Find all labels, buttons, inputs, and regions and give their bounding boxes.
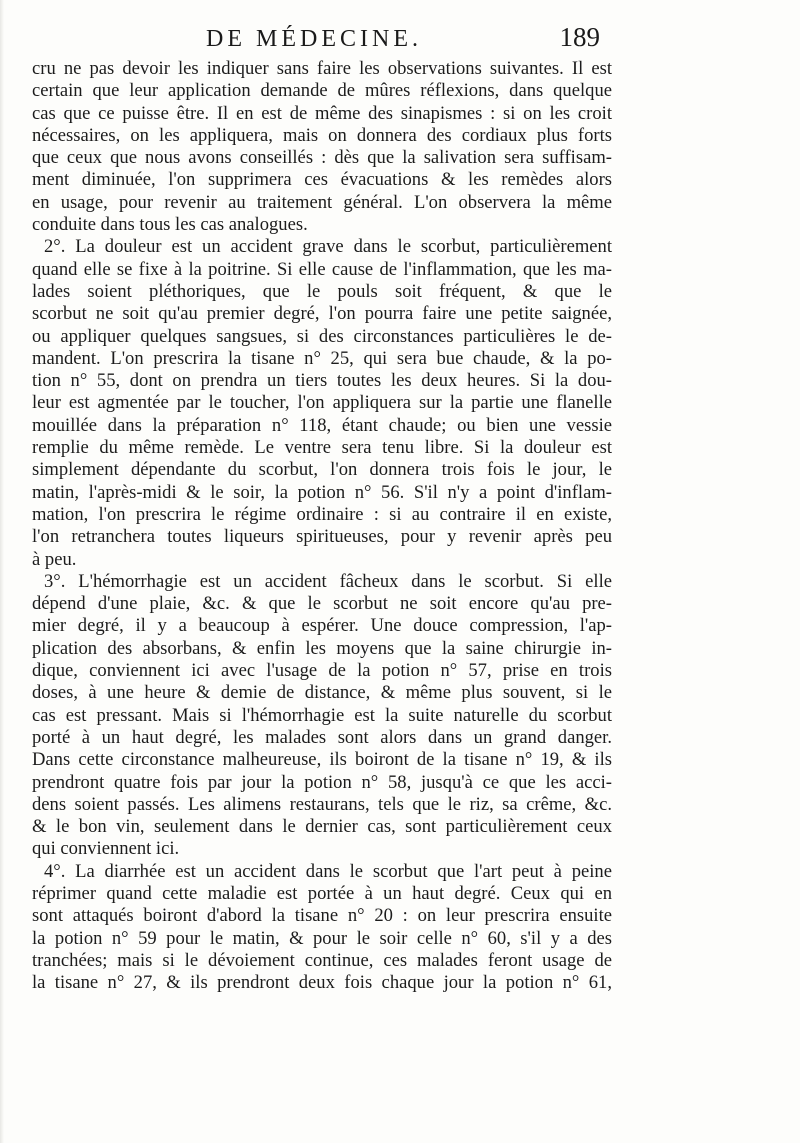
text-line: l'on retranchera toutes liqueurs spiritueuses, pour y revenir après peu <box>32 526 612 548</box>
page-number: 189 <box>559 22 600 52</box>
text-line: que ceux que nous avons conseillés : dès que la salivation sera suffisam- <box>32 147 612 169</box>
text-line: plication des absorbans, & enfin les moyens que la saine chirurgie in- <box>32 637 612 659</box>
text-line: porté à un haut degré, les malades sont alors dans un grand danger. <box>32 726 612 748</box>
text-line: doses, à une heure & demie de distance, & même plus souvent, si le <box>32 682 612 704</box>
text-line: cru ne pas devoir les indiquer sans faire les observations suivantes. Il est <box>32 58 612 79</box>
text-line: scorbut ne soit qu'au premier degré, l'on pourra faire une petite saignée, <box>32 303 612 325</box>
text-line: à peu. <box>32 548 77 570</box>
text-line: sont attaqués boiront d'abord la tisane n° 20 : on leur prescrira ensuite <box>32 905 612 927</box>
text-line: mier degré, il y a beaucoup à espérer. Une douce compression, l'ap- <box>32 615 612 637</box>
text-line: quand elle se fixe à la poitrine. Si elle cause de l'inflammation, que les ma- <box>32 258 612 280</box>
text-line: qui conviennent ici. <box>32 838 180 860</box>
text-line: la tisane n° 27, & ils prendront deux fois chaque jour la potion n° 61, <box>32 972 612 994</box>
text-line: tranchées; mais si le dévoiement continue, ces malades feront usage de <box>32 949 612 971</box>
text-line: en usage, pour revenir au traitement général. L'on observera la même <box>32 191 612 213</box>
text-line: réprimer quand cette maladie est portée à un haut degré. Ceux qui en <box>32 882 612 904</box>
running-title: DE MÉDECINE. <box>206 26 422 52</box>
text-line: mation, l'on prescrira le régime ordinaire : si au contraire il en existe, <box>32 503 612 525</box>
text-line: dépend d'une plaie, &c. & que le scorbut ne soit encore qu'au pre- <box>32 593 612 615</box>
text-line: simplement dépendante du scorbut, l'on donnera trois fois le jour, le <box>32 459 612 481</box>
running-head <box>30 22 770 62</box>
page-gutter-shadow <box>0 0 4 1143</box>
text-line: leur est agmentée par le toucher, l'on appliquera sur la partie une flanelle <box>32 392 612 414</box>
text-line: dique, conviennent ici avec l'usage de la potion n° 57, prise en trois <box>32 660 612 682</box>
text-line: nécessaires, on les appliquera, mais on donnera des cordiaux plus forts <box>32 124 612 146</box>
paragraph-first-line: 2°. La douleur est un accident grave dans le scorbut, particulièrement <box>44 236 612 258</box>
text-line: la potion n° 59 pour le matin, & pour le soir celle n° 60, s'il y a des <box>32 927 612 949</box>
text-line: cas que ce puisse être. Il en est de même des sinapismes : si on les croit <box>32 102 612 124</box>
text-line: Dans cette circonstance malheureuse, ils boiront de la tisane n° 19, & ils <box>32 749 612 771</box>
paragraph-first-line: 3°. L'hémorrhagie est un accident fâcheux dans le scorbut. Si elle <box>44 570 612 592</box>
text-line: & le bon vin, seulement dans le dernier cas, sont particulièrement ceux <box>32 816 612 838</box>
text-line: remplie du même remède. Le ventre sera tenu libre. Si la douleur est <box>32 437 612 459</box>
text-line: tion n° 55, dont on prendra un tiers toutes les deux heures. Si la dou- <box>32 370 612 392</box>
text-line: conduite dans tous les cas analogues. <box>32 214 308 236</box>
text-line: prendront quatre fois par jour la potion n° 58, jusqu'à ce que les acci- <box>32 771 612 793</box>
text-line: ment diminuée, l'on supprimera ces évacuations & les remèdes alors <box>32 169 612 191</box>
paragraph-first-line: 4°. La diarrhée est un accident dans le scorbut que l'art peut à peine <box>44 860 612 882</box>
text-line: certain que leur application demande de mûres réflexions, dans quelque <box>32 80 612 102</box>
text-line: lades soient pléthoriques, que le pouls soit fréquent, & que le <box>32 280 612 302</box>
text-line: mouillée dans la préparation n° 118, étant chaude; ou bien une vessie <box>32 414 612 436</box>
text-line: mandent. L'on prescrira la tisane n° 25, qui sera bue chaude, & la po- <box>32 347 612 369</box>
text-line: matin, l'après-midi & le soir, la potion n° 56. S'il n'y a point d'inflam- <box>32 481 612 503</box>
text-line: cas est pressant. Mais si l'hémorrhagie est la suite naturelle du scorbut <box>32 704 612 726</box>
body-text <box>32 58 612 994</box>
text-line: ou appliquer quelques sangsues, si des circonstances particulières le de- <box>32 325 612 347</box>
text-line: dens soient passés. Les alimens restaurans, tels que le riz, sa crême, &c. <box>32 793 612 815</box>
